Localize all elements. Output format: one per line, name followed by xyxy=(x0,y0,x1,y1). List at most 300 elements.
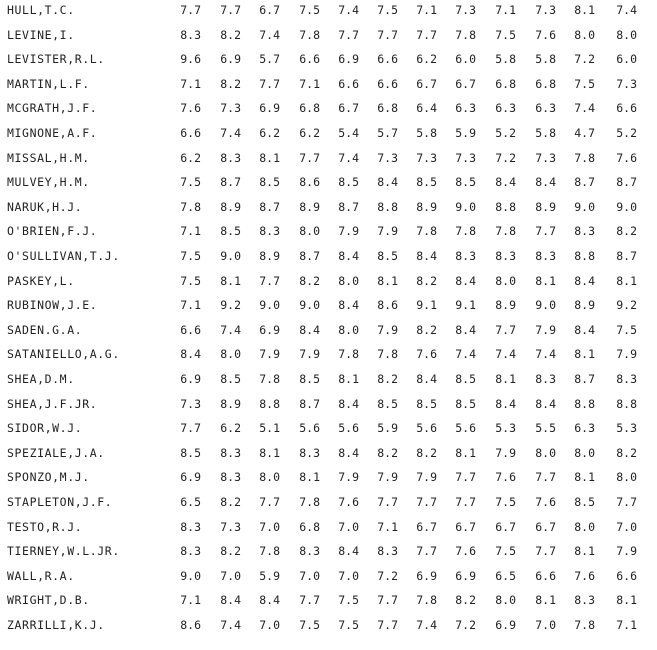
score-cell: 8.3 xyxy=(220,445,241,460)
score-cell: 7.7 xyxy=(416,544,437,559)
score-cell: 8.5 xyxy=(416,396,437,411)
score-cell: 7.7 xyxy=(416,27,437,42)
score-cell: 9.6 xyxy=(180,52,201,67)
score-cell: 8.3 xyxy=(377,544,398,559)
score-cell: 8.4 xyxy=(455,273,476,288)
score-cell: 7.5 xyxy=(338,593,359,608)
score-cell: 6.8 xyxy=(299,519,320,534)
score-cell: 8.2 xyxy=(455,593,476,608)
score-cell: 7.6 xyxy=(535,495,556,509)
row-name: TESTO,R.J. xyxy=(7,519,83,534)
row-name: MULVEY,H.M. xyxy=(7,175,90,190)
score-cell: 7.7 xyxy=(616,495,637,509)
score-cell: 7.8 xyxy=(574,150,595,165)
score-cell: 8.0 xyxy=(574,27,595,42)
score-cell: 7.5 xyxy=(495,495,516,509)
score-cell: 7.7 xyxy=(455,495,476,509)
score-cell: 6.9 xyxy=(495,618,516,632)
score-cell: 8.7 xyxy=(574,372,595,386)
score-cell: 5.2 xyxy=(616,126,637,140)
score-cell: 8.7 xyxy=(220,175,241,190)
score-cell: 8.1 xyxy=(377,273,398,288)
score-cell: 7.9 xyxy=(616,347,637,362)
score-cell: 8.0 xyxy=(495,273,516,288)
score-cell: 8.2 xyxy=(416,445,437,460)
score-cell: 7.1 xyxy=(180,298,201,313)
score-cell: 8.7 xyxy=(299,396,320,411)
score-cell: 7.3 xyxy=(455,150,476,165)
score-cell: 5.2 xyxy=(495,126,516,140)
score-cell: 6.9 xyxy=(259,322,280,337)
score-cell: 8.0 xyxy=(338,322,359,337)
score-cell: 8.8 xyxy=(495,199,516,214)
table-row xyxy=(0,344,657,364)
score-cell: 6.6 xyxy=(377,52,398,67)
score-cell: 5.1 xyxy=(259,421,280,436)
score-cell: 8.4 xyxy=(535,175,556,190)
score-cell: 8.5 xyxy=(220,372,241,386)
score-cell: 7.8 xyxy=(338,347,359,362)
score-cell: 8.5 xyxy=(338,175,359,190)
score-cell: 7.1 xyxy=(180,76,201,91)
score-cell: 8.6 xyxy=(377,298,398,313)
score-cell: 8.8 xyxy=(574,249,595,263)
score-cell: 6.7 xyxy=(455,519,476,534)
score-cell: 8.8 xyxy=(377,199,398,214)
score-cell: 7.4 xyxy=(535,347,556,362)
score-cell: 8.1 xyxy=(574,470,595,485)
row-name: MCGRATH,J.F. xyxy=(7,101,98,116)
score-cell: 7.8 xyxy=(416,593,437,608)
score-cell: 6.3 xyxy=(535,101,556,116)
table-row xyxy=(0,615,657,635)
row-name: SADEN.G.A. xyxy=(7,322,83,337)
score-cell: 8.3 xyxy=(535,372,556,386)
score-cell: 8.9 xyxy=(220,396,241,411)
score-cell: 8.3 xyxy=(259,224,280,239)
score-cell: 5.4 xyxy=(338,126,359,140)
score-cell: 6.7 xyxy=(495,519,516,534)
row-name: MARTIN,L.F. xyxy=(7,76,90,91)
row-name: MISSAL,H.M. xyxy=(7,150,90,165)
table-row xyxy=(0,369,657,389)
score-cell: 8.9 xyxy=(259,249,280,263)
table-row xyxy=(0,246,657,266)
score-cell: 7.4 xyxy=(220,322,241,337)
score-cell: 8.2 xyxy=(220,544,241,559)
table-row xyxy=(0,418,657,438)
score-cell: 4.7 xyxy=(574,126,595,140)
score-cell: 7.4 xyxy=(616,3,637,17)
score-cell: 7.8 xyxy=(455,224,476,239)
score-cell: 7.6 xyxy=(535,27,556,42)
score-cell: 9.1 xyxy=(416,298,437,313)
score-cell: 8.9 xyxy=(220,199,241,214)
score-cell: 7.8 xyxy=(377,347,398,362)
score-cell: 8.5 xyxy=(220,224,241,239)
row-name: O'BRIEN,F.J. xyxy=(7,224,98,239)
score-cell: 8.3 xyxy=(299,445,320,460)
score-cell: 8.1 xyxy=(495,372,516,386)
score-cell: 7.1 xyxy=(495,3,516,17)
score-cell: 8.4 xyxy=(338,249,359,263)
score-cell: 8.4 xyxy=(338,445,359,460)
score-cell: 7.0 xyxy=(338,568,359,583)
score-cell: 8.5 xyxy=(377,249,398,263)
score-cell: 6.8 xyxy=(495,76,516,91)
table-row xyxy=(0,25,657,45)
score-cell: 5.6 xyxy=(299,421,320,436)
table-row xyxy=(0,148,657,168)
score-cell: 6.9 xyxy=(180,470,201,485)
score-cell: 7.6 xyxy=(495,470,516,485)
score-cell: 6.6 xyxy=(180,322,201,337)
score-cell: 8.4 xyxy=(455,322,476,337)
score-cell: 8.3 xyxy=(535,249,556,263)
score-cell: 7.8 xyxy=(495,224,516,239)
score-cell: 8.0 xyxy=(495,593,516,608)
score-cell: 8.5 xyxy=(416,175,437,190)
score-cell: 8.7 xyxy=(259,199,280,214)
score-cell: 8.2 xyxy=(416,273,437,288)
score-cell: 7.9 xyxy=(416,470,437,485)
row-name: MIGNONE,A.F. xyxy=(7,126,98,140)
score-cell: 8.3 xyxy=(495,249,516,263)
score-cell: 6.0 xyxy=(616,52,637,67)
score-cell: 7.6 xyxy=(338,495,359,509)
score-cell: 7.5 xyxy=(338,618,359,632)
score-cell: 7.0 xyxy=(616,519,637,534)
score-cell: 7.0 xyxy=(338,519,359,534)
score-cell: 8.1 xyxy=(338,372,359,386)
score-cell: 7.7 xyxy=(455,470,476,485)
score-cell: 7.7 xyxy=(338,27,359,42)
score-cell: 7.7 xyxy=(180,421,201,436)
score-cell: 8.2 xyxy=(220,27,241,42)
score-cell: 8.1 xyxy=(455,445,476,460)
score-cell: 5.7 xyxy=(377,126,398,140)
score-cell: 8.0 xyxy=(616,27,637,42)
score-cell: 7.7 xyxy=(299,150,320,165)
row-name: ZARRILLI,K.J. xyxy=(7,618,105,632)
score-cell: 8.4 xyxy=(259,593,280,608)
score-cell: 6.7 xyxy=(416,519,437,534)
table-row xyxy=(0,98,657,118)
score-cell: 8.1 xyxy=(299,470,320,485)
score-cell: 9.0 xyxy=(299,298,320,313)
score-cell: 6.5 xyxy=(180,495,201,509)
table-row xyxy=(0,467,657,487)
score-cell: 7.0 xyxy=(299,568,320,583)
score-cell: 7.5 xyxy=(616,322,637,337)
table-row xyxy=(0,443,657,463)
score-cell: 7.8 xyxy=(299,27,320,42)
score-cell: 7.8 xyxy=(574,618,595,632)
score-cell: 6.2 xyxy=(416,52,437,67)
score-cell: 8.0 xyxy=(616,470,637,485)
score-cell: 8.3 xyxy=(616,372,637,386)
score-cell: 8.8 xyxy=(616,396,637,411)
score-cell: 6.8 xyxy=(377,101,398,116)
score-cell: 8.4 xyxy=(574,273,595,288)
score-cell: 7.4 xyxy=(495,347,516,362)
score-cell: 7.0 xyxy=(259,519,280,534)
score-cell: 8.9 xyxy=(299,199,320,214)
score-cell: 8.3 xyxy=(455,249,476,263)
score-cell: 7.3 xyxy=(455,3,476,17)
score-cell: 8.8 xyxy=(574,396,595,411)
row-name: SIDOR,W.J. xyxy=(7,421,83,436)
score-cell: 8.9 xyxy=(574,298,595,313)
score-cell: 7.3 xyxy=(220,519,241,534)
score-cell: 8.1 xyxy=(220,273,241,288)
score-cell: 8.7 xyxy=(299,249,320,263)
score-cell: 7.4 xyxy=(220,126,241,140)
score-cell: 6.8 xyxy=(535,76,556,91)
score-cell: 6.9 xyxy=(338,52,359,67)
score-cell: 9.1 xyxy=(455,298,476,313)
score-cell: 8.1 xyxy=(259,445,280,460)
score-cell: 8.1 xyxy=(259,150,280,165)
score-cell: 7.5 xyxy=(180,273,201,288)
score-cell: 8.1 xyxy=(574,544,595,559)
score-cell: 6.9 xyxy=(416,568,437,583)
score-cell: 6.3 xyxy=(455,101,476,116)
score-cell: 8.4 xyxy=(416,249,437,263)
score-cell: 8.4 xyxy=(338,298,359,313)
score-cell: 7.0 xyxy=(259,618,280,632)
table-row xyxy=(0,295,657,315)
score-cell: 6.6 xyxy=(299,52,320,67)
score-cell: 8.5 xyxy=(455,372,476,386)
table-row xyxy=(0,320,657,340)
row-name: SATANIELLO,A.G. xyxy=(7,347,120,362)
score-cell: 9.0 xyxy=(535,298,556,313)
score-cell: 7.3 xyxy=(616,76,637,91)
score-cell: 8.8 xyxy=(259,396,280,411)
score-cell: 7.5 xyxy=(180,249,201,263)
score-cell: 8.0 xyxy=(220,347,241,362)
row-name: O'SULLIVAN,T.J. xyxy=(7,249,120,263)
score-cell: 7.7 xyxy=(416,495,437,509)
score-cell: 8.5 xyxy=(180,445,201,460)
score-cell: 7.9 xyxy=(338,224,359,239)
score-cell: 7.1 xyxy=(616,618,637,632)
score-cell: 7.3 xyxy=(180,396,201,411)
score-cell: 8.3 xyxy=(574,224,595,239)
score-cell: 7.8 xyxy=(259,544,280,559)
score-cell: 7.4 xyxy=(455,347,476,362)
score-cell: 8.2 xyxy=(616,224,637,239)
score-cell: 6.4 xyxy=(416,101,437,116)
score-cell: 7.7 xyxy=(180,3,201,17)
score-cell: 5.9 xyxy=(455,126,476,140)
score-cell: 8.4 xyxy=(495,396,516,411)
score-cell: 7.9 xyxy=(377,224,398,239)
score-cell: 8.4 xyxy=(416,372,437,386)
score-cell: 7.3 xyxy=(220,101,241,116)
score-cell: 6.3 xyxy=(574,421,595,436)
score-cell: 9.0 xyxy=(616,199,637,214)
score-cell: 8.5 xyxy=(455,396,476,411)
table-row xyxy=(0,123,657,143)
score-cell: 6.9 xyxy=(259,101,280,116)
score-cell: 7.0 xyxy=(220,568,241,583)
score-cell: 8.7 xyxy=(574,175,595,190)
score-cell: 7.7 xyxy=(299,593,320,608)
score-cell: 7.7 xyxy=(220,3,241,17)
table-row xyxy=(0,541,657,561)
score-cell: 7.1 xyxy=(377,519,398,534)
score-cell: 7.3 xyxy=(377,150,398,165)
score-cell: 6.9 xyxy=(455,568,476,583)
score-cell: 8.0 xyxy=(338,273,359,288)
score-cell: 7.4 xyxy=(259,27,280,42)
score-cell: 7.9 xyxy=(616,544,637,559)
score-cell: 5.8 xyxy=(416,126,437,140)
score-cell: 7.9 xyxy=(377,322,398,337)
score-cell: 8.3 xyxy=(220,150,241,165)
row-name: WRIGHT,D.B. xyxy=(7,593,90,608)
score-cell: 7.9 xyxy=(535,322,556,337)
table-row xyxy=(0,0,657,20)
score-cell: 7.7 xyxy=(535,544,556,559)
score-cell: 7.5 xyxy=(574,76,595,91)
score-cell: 7.4 xyxy=(416,618,437,632)
table-row xyxy=(0,221,657,241)
score-cell: 5.3 xyxy=(616,421,637,436)
score-cell: 8.0 xyxy=(574,519,595,534)
score-cell: 8.1 xyxy=(574,347,595,362)
score-cell: 9.2 xyxy=(616,298,637,313)
score-cell: 7.7 xyxy=(377,27,398,42)
score-cell: 8.3 xyxy=(220,470,241,485)
table-row xyxy=(0,271,657,291)
score-cell: 6.6 xyxy=(338,76,359,91)
score-cell: 7.2 xyxy=(495,150,516,165)
score-cell: 8.4 xyxy=(574,322,595,337)
score-cell: 7.5 xyxy=(180,175,201,190)
score-cell: 7.4 xyxy=(220,618,241,632)
score-cell: 7.4 xyxy=(574,101,595,116)
score-cell: 6.7 xyxy=(416,76,437,91)
score-cell: 8.4 xyxy=(180,347,201,362)
score-cell: 7.5 xyxy=(495,544,516,559)
table-row xyxy=(0,49,657,69)
score-cell: 8.3 xyxy=(180,27,201,42)
score-cell: 8.1 xyxy=(616,593,637,608)
score-cell: 8.7 xyxy=(616,249,637,263)
table-row xyxy=(0,172,657,192)
score-cell: 5.8 xyxy=(535,126,556,140)
score-cell: 6.6 xyxy=(180,126,201,140)
score-cell: 7.8 xyxy=(259,372,280,386)
score-cell: 7.4 xyxy=(338,150,359,165)
score-cell: 7.7 xyxy=(259,273,280,288)
score-cell: 8.2 xyxy=(220,495,241,509)
score-cell: 7.2 xyxy=(455,618,476,632)
score-cell: 7.8 xyxy=(180,199,201,214)
row-name: SPEZIALE,J.A. xyxy=(7,445,105,460)
table-row xyxy=(0,197,657,217)
score-cell: 7.6 xyxy=(416,347,437,362)
score-cell: 7.7 xyxy=(495,322,516,337)
score-cell: 6.6 xyxy=(535,568,556,583)
score-cell: 5.6 xyxy=(416,421,437,436)
score-cell: 6.2 xyxy=(180,150,201,165)
score-cell: 9.0 xyxy=(220,249,241,263)
score-cell: 6.5 xyxy=(495,568,516,583)
score-cell: 7.1 xyxy=(180,593,201,608)
score-cell: 8.2 xyxy=(416,322,437,337)
score-cell: 9.0 xyxy=(180,568,201,583)
score-cell: 6.2 xyxy=(299,126,320,140)
score-cell: 7.1 xyxy=(416,3,437,17)
score-cell: 7.7 xyxy=(259,76,280,91)
row-name: HULL,T.C. xyxy=(7,3,75,17)
score-cell: 6.7 xyxy=(535,519,556,534)
score-cell: 8.2 xyxy=(616,445,637,460)
table-row xyxy=(0,517,657,537)
score-cell: 8.2 xyxy=(377,445,398,460)
score-cell: 8.4 xyxy=(338,544,359,559)
score-cell: 7.1 xyxy=(299,76,320,91)
score-cell: 8.6 xyxy=(299,175,320,190)
score-cell: 8.7 xyxy=(338,199,359,214)
score-cell: 5.7 xyxy=(259,52,280,67)
table-row xyxy=(0,590,657,610)
score-cell: 7.8 xyxy=(299,495,320,509)
score-cell: 7.0 xyxy=(535,618,556,632)
score-cell: 8.4 xyxy=(495,175,516,190)
score-cell: 6.7 xyxy=(259,3,280,17)
score-cell: 6.9 xyxy=(180,372,201,386)
score-cell: 7.9 xyxy=(377,470,398,485)
score-cell: 7.7 xyxy=(535,224,556,239)
score-cell: 6.6 xyxy=(616,101,637,116)
row-name: SHEA,D.M. xyxy=(7,372,75,386)
score-cell: 5.3 xyxy=(495,421,516,436)
score-cell: 8.4 xyxy=(535,396,556,411)
score-cell: 7.2 xyxy=(574,52,595,67)
score-cell: 8.1 xyxy=(535,273,556,288)
score-cell: 8.0 xyxy=(299,224,320,239)
score-cell: 7.9 xyxy=(495,445,516,460)
score-cell: 7.2 xyxy=(377,568,398,583)
score-cell: 7.6 xyxy=(574,568,595,583)
score-cell: 8.6 xyxy=(180,618,201,632)
score-cell: 6.8 xyxy=(299,101,320,116)
score-cell: 5.8 xyxy=(495,52,516,67)
score-cell: 8.1 xyxy=(616,273,637,288)
score-cell: 7.6 xyxy=(616,150,637,165)
score-cell: 8.4 xyxy=(377,175,398,190)
score-cell: 7.5 xyxy=(495,27,516,42)
score-cell: 7.7 xyxy=(377,593,398,608)
score-cell: 8.3 xyxy=(180,519,201,534)
score-cell: 7.7 xyxy=(535,470,556,485)
score-cell: 7.3 xyxy=(535,3,556,17)
score-cell: 5.9 xyxy=(377,421,398,436)
score-cell: 7.5 xyxy=(299,3,320,17)
score-cell: 8.3 xyxy=(574,593,595,608)
row-name: NARUK,H.J. xyxy=(7,199,83,214)
score-cell: 6.3 xyxy=(495,101,516,116)
score-cell: 5.6 xyxy=(455,421,476,436)
score-cell: 8.0 xyxy=(259,470,280,485)
score-cell: 8.5 xyxy=(299,372,320,386)
score-cell: 5.5 xyxy=(535,421,556,436)
